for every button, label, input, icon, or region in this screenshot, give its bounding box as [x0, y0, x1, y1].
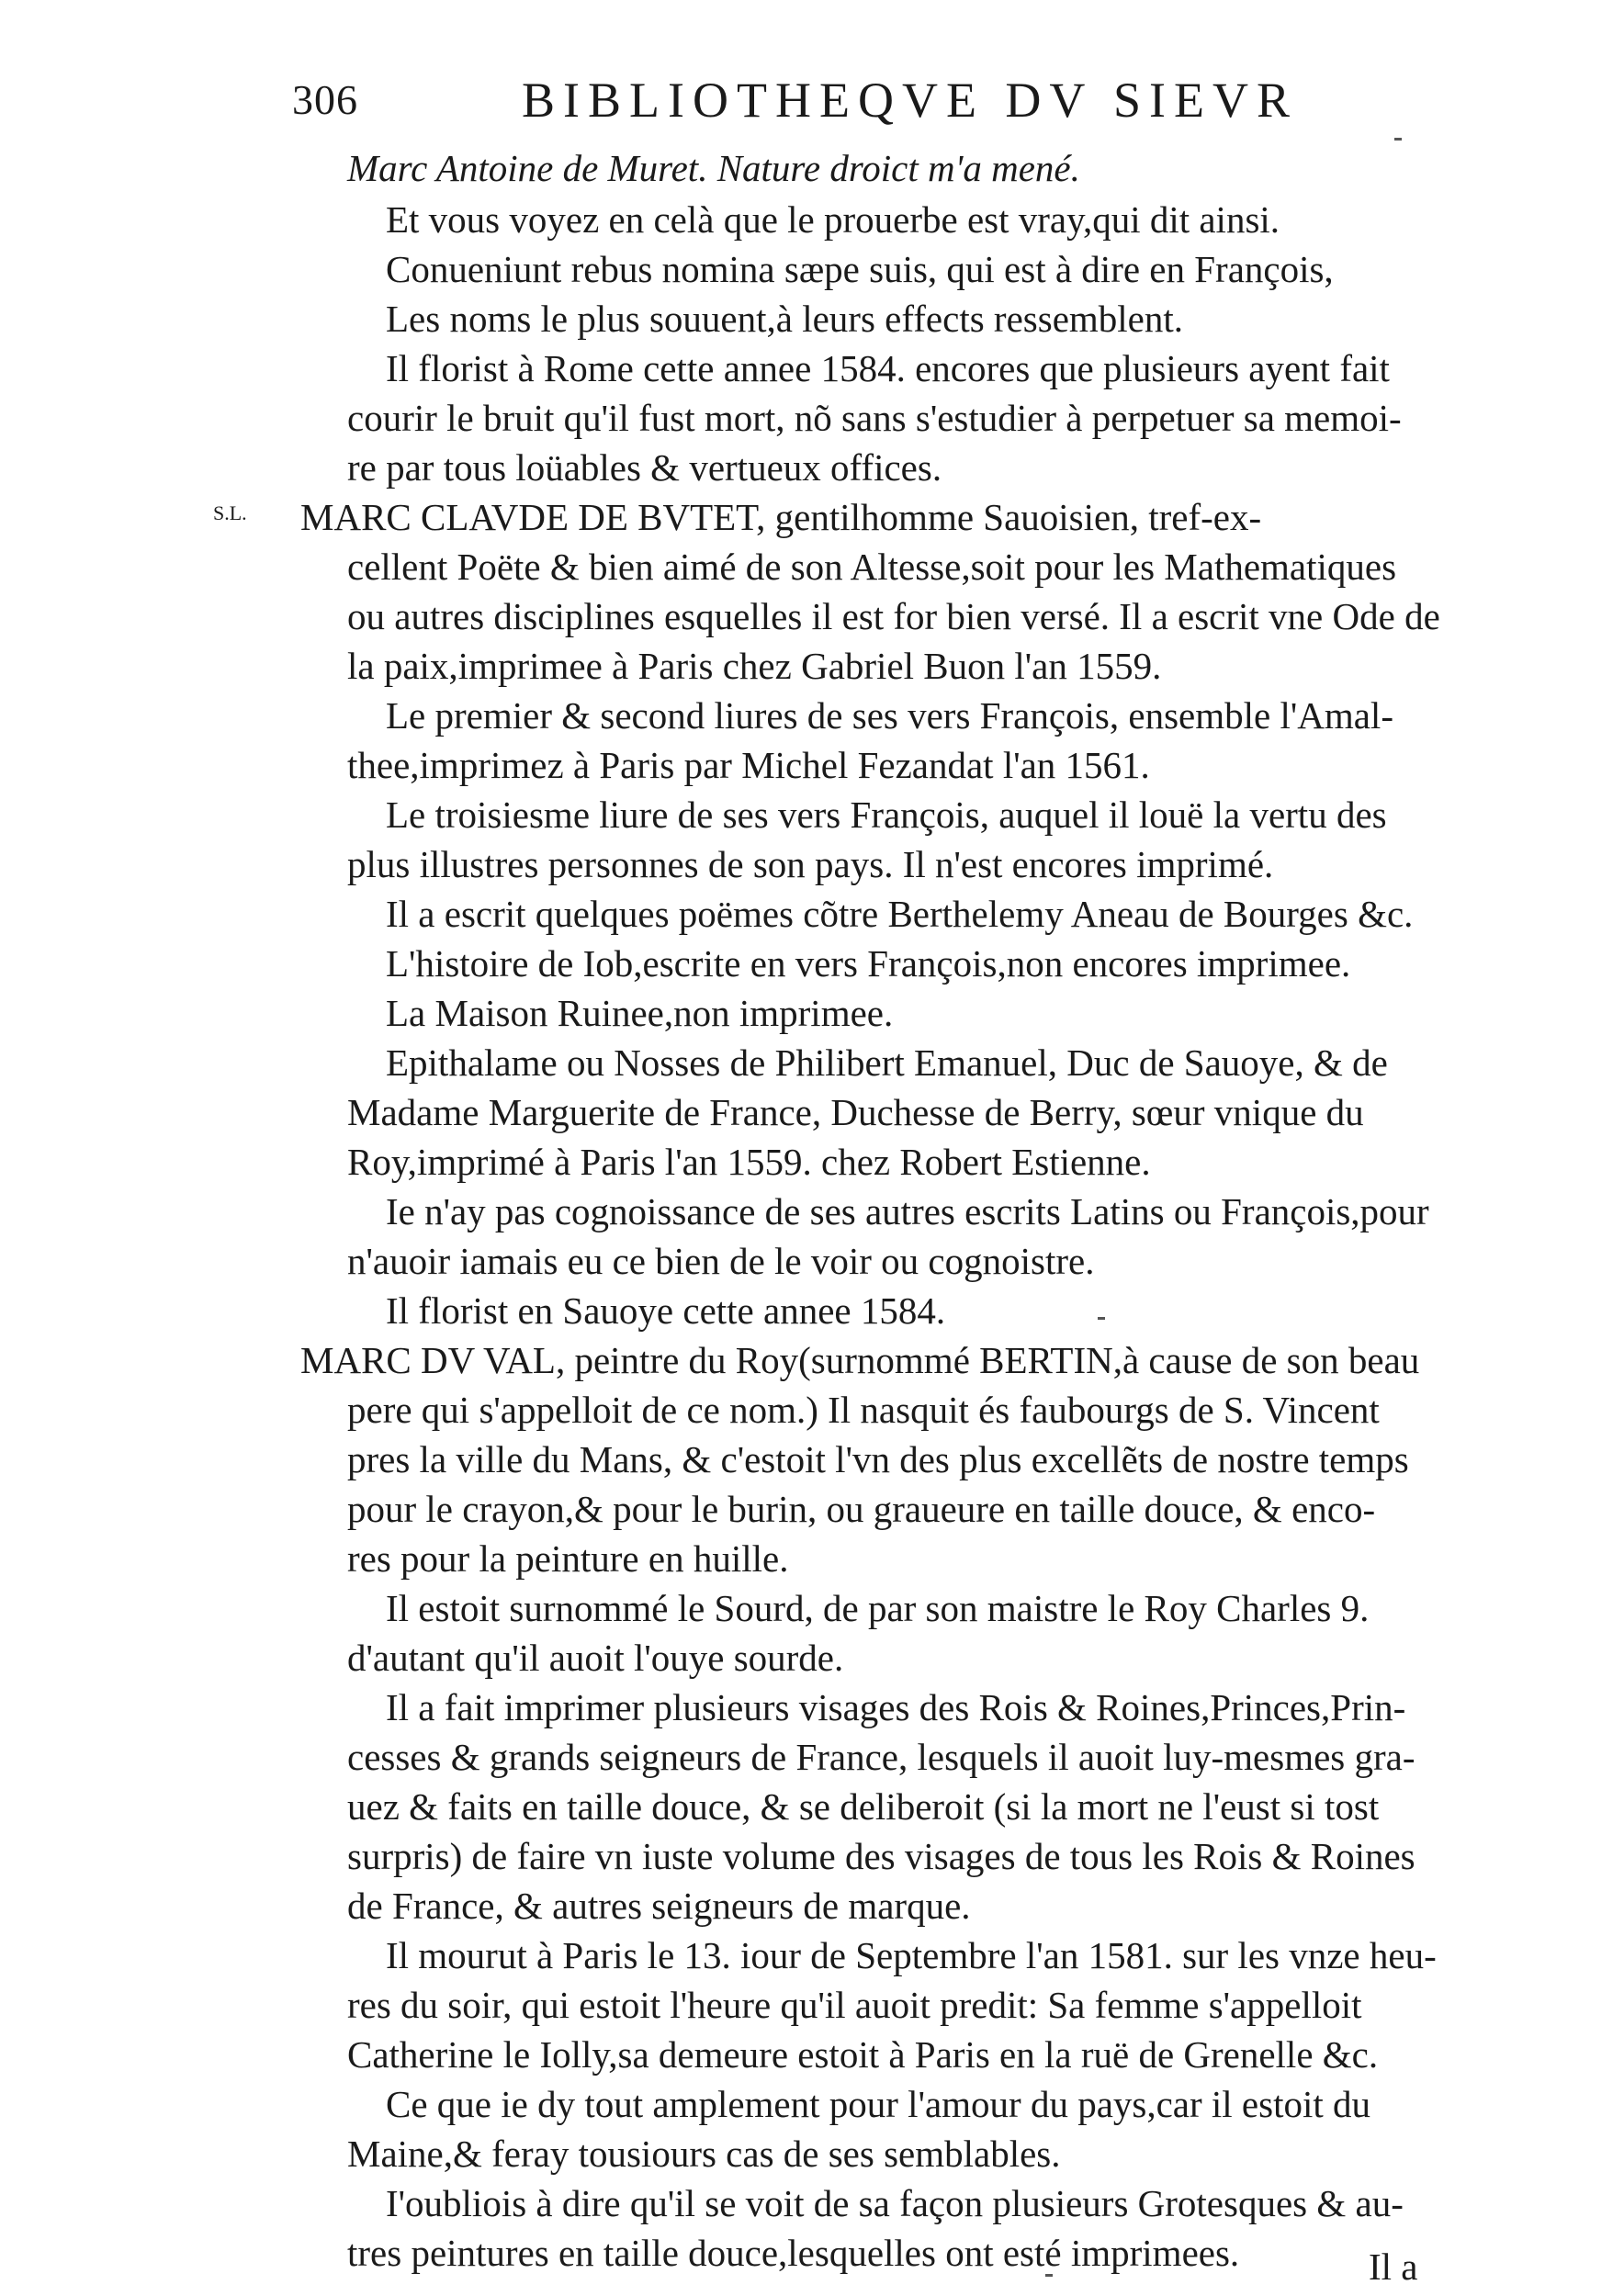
text-line: n'auoir iamais eu ce bien de le voir ou cognoistre.	[347, 1240, 1095, 1282]
text-line: Le premier & second liures de ses vers François, ensemble l'Amal-	[386, 694, 1393, 737]
text-line: Il a fait imprimer plusieurs visages des Rois & Roines,Princes,Prin-	[386, 1686, 1406, 1728]
text-line: Le troisiesme liure de ses vers François, auquel il louë la vertu des	[386, 793, 1387, 836]
running-title: BIBLIOTHEQVE DV SIEVR	[522, 73, 1298, 128]
text-line: surpris) de faire vn iuste volume des visages de tous les Rois & Roines	[347, 1835, 1415, 1877]
text-line: d'autant qu'il auoit l'ouye sourde.	[347, 1637, 844, 1679]
text-line: res pour la peinture en huille.	[347, 1537, 789, 1580]
text-line: ou autres disciplines esquelles il est for bien versé. Il a escrit vne Ode de	[347, 595, 1440, 637]
text-line: tres peintures en taille douce,lesquelles ont esté imprimees.	[347, 2232, 1240, 2274]
text-line: Catherine le Iolly,sa demeure estoit à Paris en la ruë de Grenelle &c.	[347, 2033, 1379, 2076]
entry-heading-line: MARC DV VAL, peintre du Roy(surnommé BERTIN,à cause de son beau	[300, 1339, 1420, 1381]
text-line: Il a escrit quelques poëmes cõtre Berthelemy Aneau de Bourges &c.	[386, 893, 1414, 935]
ink-speck	[1394, 138, 1402, 141]
page-header	[292, 73, 1298, 140]
page-number: 306	[292, 76, 358, 123]
text-line: La Maison Ruinee,non imprimee.	[386, 992, 894, 1034]
text-line: Marc Antoine de Muret. Nature droict m'a mené.	[347, 147, 1080, 189]
text-line: Ce que ie dy tout amplement pour l'amour du pays,car il estoit du	[386, 2083, 1371, 2125]
text-line: Conueniunt rebus nomina sæpe suis, qui est à dire en François,	[386, 248, 1334, 290]
text-line: Il florist en Sauoye cette annee 1584.	[386, 1289, 946, 1332]
text-line: Roy,imprimé à Paris l'an 1559. chez Robert Estienne.	[347, 1141, 1151, 1183]
text-line: Il estoit surnommé le Sourd, de par son maistre le Roy Charles 9.	[386, 1587, 1370, 1629]
text-line: la paix,imprimee à Paris chez Gabriel Buon l'an 1559.	[347, 645, 1162, 687]
text-line: re par tous loüables & vertueux offices.	[347, 446, 942, 489]
text-line: L'histoire de Iob,escrite en vers François,non encores imprimee.	[386, 942, 1351, 985]
text-line: cellent Poëte & bien aimé de son Altesse,soit pour les Mathematiques	[347, 546, 1397, 588]
text-line: pour le crayon,& pour le burin, ou graueure en taille douce, & enco-	[347, 1488, 1376, 1530]
text-line: cesses & grands seigneurs de France, lesquels il auoit luy-mesmes gra-	[347, 1736, 1415, 1778]
text-line: Maine,& feray tousiours cas de ses semblables.	[347, 2133, 1061, 2175]
text-line: pres la ville du Mans, & c'estoit l'vn des plus excellẽts de nostre temps	[347, 1438, 1409, 1480]
text-line: Epithalame ou Nosses de Philibert Emanuel, Duc de Sauoye, & de	[386, 1041, 1388, 1084]
text-line: res du soir, qui estoit l'heure qu'il auoit predit: Sa femme s'appelloit	[347, 1984, 1362, 2026]
text-line: Et vous voyez en celà que le prouerbe est vray,qui dit ainsi.	[386, 198, 1280, 241]
catchword: Il a	[1369, 2245, 1418, 2288]
text-line: courir le bruit qu'il fust mort, nõ sans s'estudier à perpetuer sa memoi-	[347, 397, 1402, 439]
text-line: Ie n'ay pas cognoissance de ses autres escrits Latins ou François,pour	[386, 1190, 1429, 1232]
text-line: uez & faits en taille douce, & se deliberoit (si la mort ne l'eust si tost	[347, 1785, 1380, 1828]
text-line: de France, & autres seigneurs de marque.	[347, 1885, 971, 1927]
text-line: Madame Marguerite de France, Duchesse de Berry, sœur vnique du	[347, 1091, 1364, 1133]
text-line: pere qui s'appelloit de ce nom.) Il nasquit és faubourgs de S. Vincent	[347, 1389, 1380, 1431]
text-line: Les noms le plus souuent,à leurs effects ressemblent.	[386, 298, 1184, 340]
margin-note: S.L.	[213, 501, 247, 524]
text-line: plus illustres personnes de son pays. Il n'est encores imprimé.	[347, 843, 1274, 885]
ink-speck	[1045, 2274, 1053, 2277]
text-line: Il florist à Rome cette annee 1584. encores que plusieurs ayent fait	[386, 347, 1390, 389]
text-line: I'oubliois à dire qu'il se voit de sa façon plusieurs Grotesques & au-	[386, 2182, 1404, 2224]
entry-heading-line: MARC CLAVDE DE BVTET, gentilhomme Sauoisien, tref-ex-	[300, 496, 1262, 538]
text-line: Il mourut à Paris le 13. iour de Septembre l'an 1581. sur les vnze heu-	[386, 1934, 1437, 1976]
ink-speck	[1098, 1317, 1105, 1320]
text-line: thee,imprimez à Paris par Michel Fezandat l'an 1561.	[347, 744, 1150, 786]
